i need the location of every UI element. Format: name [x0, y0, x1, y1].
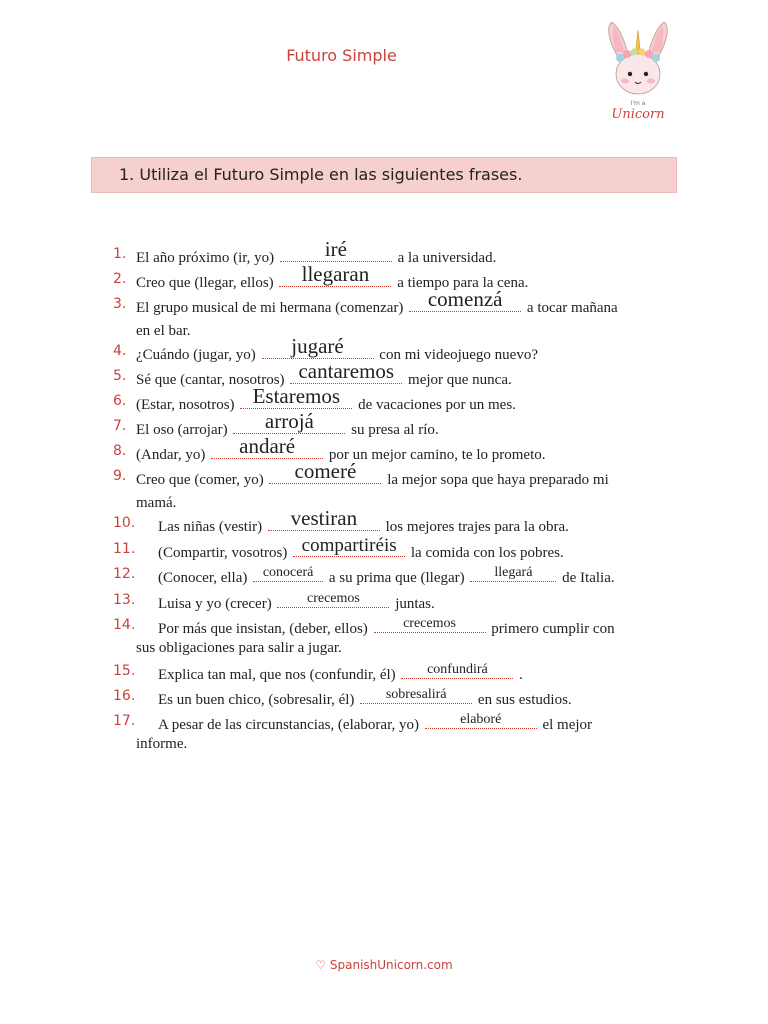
- item-number: 10.: [113, 515, 136, 531]
- answer-text: conocerá: [262, 565, 314, 580]
- sentence-continuation: sus obligaciones para salir a jugar.: [136, 640, 342, 656]
- answer-text: arrojá: [264, 409, 314, 433]
- answer-text: iré: [324, 237, 347, 261]
- item-number: 15.: [113, 663, 136, 679]
- item-number: 6.: [113, 393, 127, 409]
- item-number: 5.: [113, 368, 127, 384]
- answer-text: vestiran: [290, 506, 358, 530]
- answer-blank[interactable]: [277, 589, 389, 608]
- sentence-start: (Conocer, ella): [158, 570, 248, 586]
- answer-blank[interactable]: [268, 506, 380, 531]
- answer-text: crecemos: [307, 591, 360, 606]
- sentence-start: Sé que (cantar, nosotros): [136, 372, 285, 388]
- answer-blank[interactable]: [290, 359, 402, 384]
- sentence-start: ¿Cuándo (jugar, yo): [136, 347, 256, 363]
- sentence-end: la mejor sopa que haya preparado mi: [387, 472, 609, 488]
- sentence-end: de Italia.: [562, 570, 615, 586]
- sentence-start: Luisa y yo (crecer): [158, 596, 272, 612]
- sentence-end: .: [519, 667, 523, 683]
- sentence-end: su presa al río.: [351, 422, 439, 438]
- item-number: 8.: [113, 443, 127, 459]
- sentence-end: mejor que nunca.: [408, 372, 512, 388]
- answer-blank[interactable]: [211, 434, 323, 459]
- answer-blank[interactable]: [262, 334, 374, 359]
- sentence-start: Por más que insistan, (deber, ellos): [158, 621, 368, 637]
- answer-text: crecemos: [403, 616, 456, 631]
- sentence-end: en sus estudios.: [477, 692, 572, 708]
- item-number: 7.: [113, 418, 127, 434]
- sentence-end: a tiempo para la cena.: [397, 275, 529, 291]
- answer-blank[interactable]: [269, 459, 381, 484]
- sentence-continuation: informe.: [136, 736, 188, 752]
- answer-blank[interactable]: [374, 614, 486, 633]
- exercise-instruction: 1. Utiliza el Futuro Simple en las siguientes frases.: [119, 165, 523, 184]
- sentence-start: Creo que (comer, yo): [136, 472, 264, 488]
- answer-text: llegará: [494, 565, 533, 580]
- sentence-start: (Estar, nosotros): [136, 397, 235, 413]
- answer-blank[interactable]: [409, 287, 521, 312]
- sentence-end: los mejores trajes para la obra.: [385, 519, 569, 535]
- answer-text: sobresalirá: [385, 687, 447, 702]
- sentence-start: Explica tan mal, que nos (confundir, él): [158, 667, 396, 683]
- answer-blank[interactable]: [240, 384, 352, 409]
- sentence-continuation: mamá.: [136, 495, 177, 511]
- item-number: 13.: [113, 592, 136, 608]
- sentence-end: por un mejor camino, te lo prometo.: [328, 447, 546, 463]
- sentence-end: a tocar mañana: [526, 300, 618, 316]
- answer-text: elaboré: [460, 712, 502, 727]
- sentence-start: (Andar, yo): [136, 447, 206, 463]
- sentence-end: primero cumplir con: [491, 621, 615, 637]
- answer-text: comeré: [294, 459, 357, 483]
- sentence-start: A pesar de las circunstancias, (elaborar, yo): [158, 717, 419, 733]
- sentence-start: El grupo musical de mi hermana (comenzar): [136, 300, 404, 316]
- sentence-end: la comida con los pobres.: [410, 545, 564, 561]
- footer-credit: ♡ SpanishUnicorn.com: [315, 958, 453, 972]
- answer-blank[interactable]: [470, 563, 556, 582]
- answer-blank[interactable]: [280, 237, 392, 262]
- sentence-start: Las niñas (vestir): [158, 519, 263, 535]
- answer-text: jugaré: [291, 334, 344, 358]
- answer-blank[interactable]: [279, 262, 391, 287]
- sentence-start: El año próximo (ir, yo): [136, 250, 275, 266]
- answer-blank[interactable]: [425, 710, 537, 729]
- item-number: 1.: [113, 246, 127, 262]
- answer-blank[interactable]: [233, 409, 345, 434]
- sentence-start: El oso (arrojar): [136, 422, 228, 438]
- answer-blank[interactable]: [360, 685, 472, 704]
- answer-text: andaré: [239, 434, 296, 458]
- item-number: 11.: [113, 541, 136, 557]
- exercise-banner: [91, 157, 677, 193]
- item-number: 2.: [113, 271, 127, 287]
- sentence-start: (Compartir, vosotros): [158, 545, 288, 561]
- answer-blank[interactable]: [253, 563, 323, 582]
- answer-text: Estaremos: [252, 384, 341, 408]
- sentence-end: de vacaciones por un mes.: [358, 397, 516, 413]
- item-number: 3.: [113, 296, 127, 312]
- logo-tagline: I'm a: [630, 100, 646, 107]
- unicorn-head-icon: [598, 22, 678, 100]
- item-number: 17.: [113, 713, 136, 729]
- answer-blank[interactable]: [401, 660, 513, 679]
- answer-text: llegaran: [301, 262, 370, 286]
- item-number: 9.: [113, 468, 127, 484]
- sentence-end: a la universidad.: [397, 250, 497, 266]
- logo-wordmark: Unicorn: [611, 107, 665, 122]
- unicorn-logo: [598, 22, 678, 126]
- sentence-continuation: en el bar.: [136, 323, 191, 339]
- item-number: 4.: [113, 343, 127, 359]
- sentence-end: con mi videojuego nuevo?: [379, 347, 538, 363]
- page-title: Futuro Simple: [286, 46, 397, 65]
- sentence-start: Es un buen chico, (sobresalir, él): [158, 692, 355, 708]
- answer-text: comenzá: [427, 287, 503, 311]
- answer-text: cantaremos: [298, 359, 395, 383]
- item-number: 12.: [113, 566, 136, 582]
- item-number: 16.: [113, 688, 136, 704]
- sentence-end: el mejor: [542, 717, 593, 733]
- answer-blank[interactable]: [293, 535, 405, 557]
- sentence-end: juntas.: [395, 596, 435, 612]
- answer-text: compartiréis: [301, 535, 397, 556]
- answer-text: confundirá: [427, 662, 488, 677]
- item-number: 14.: [113, 617, 136, 633]
- sentence-middle: a su prima que (llegar): [328, 570, 465, 586]
- sentence-start: Creo que (llegar, ellos): [136, 275, 274, 291]
